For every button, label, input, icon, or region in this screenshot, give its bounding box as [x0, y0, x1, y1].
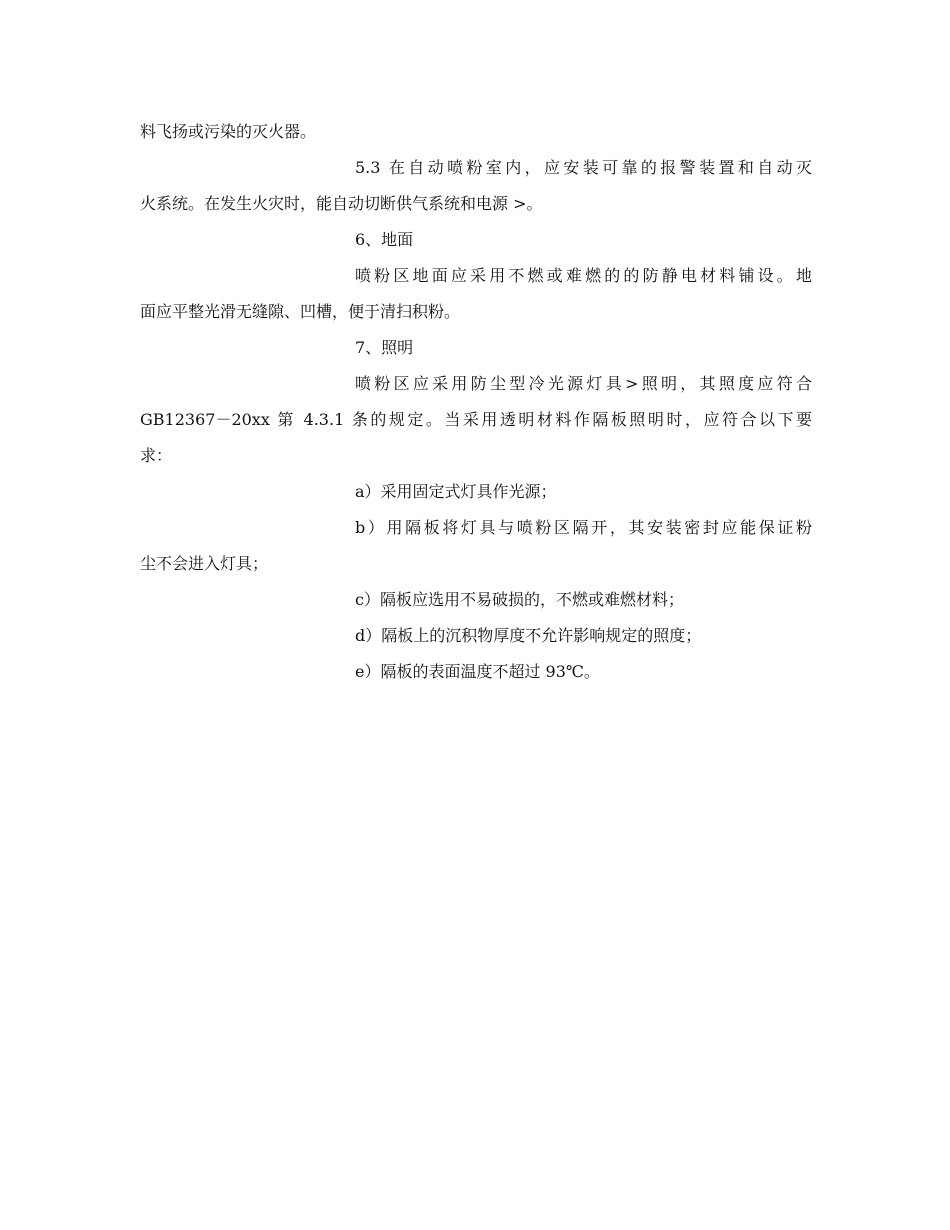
text-line: 喷粉区应采用防尘型冷光源灯具>照明，其照度应符合	[355, 374, 812, 393]
list-item: c）隔板应选用不易破损的，不燃或难燃材料；	[355, 590, 684, 609]
text-line: 料飞扬或污染的灭火器。	[140, 122, 317, 141]
list-item: b）用隔板将灯具与喷粉区隔开，其安装密封应能保证粉	[355, 518, 812, 537]
list-item: d）隔板上的沉积物厚度不允许影响规定的照度；	[355, 626, 702, 645]
list-item: a）采用固定式灯具作光源；	[355, 482, 557, 501]
text-line: 求：	[140, 446, 173, 465]
document-body	[140, 114, 812, 690]
section-heading: 7、照明	[355, 338, 414, 357]
text-line: 尘不会进入灯具；	[140, 554, 269, 573]
text-line: GB12367－20xx 第 4.3.1 条的规定。当采用透明材料作隔板照明时，应符合以下要	[140, 410, 812, 429]
text-line: 火系统。在发生火灾时，能自动切断供气系统和电源 >。	[140, 194, 543, 213]
list-item: e）隔板的表面温度不超过 93℃。	[355, 662, 600, 681]
section-heading: 6、地面	[355, 230, 414, 249]
text-line: 喷粉区地面应采用不燃或难燃的的防静电材料铺设。地	[355, 266, 812, 285]
text-line: 5.3 在自动喷粉室内，应安装可靠的报警装置和自动灭	[355, 158, 812, 177]
text-line: 面应平整光滑无缝隙、凹槽，便于清扫积粉。	[140, 302, 461, 321]
